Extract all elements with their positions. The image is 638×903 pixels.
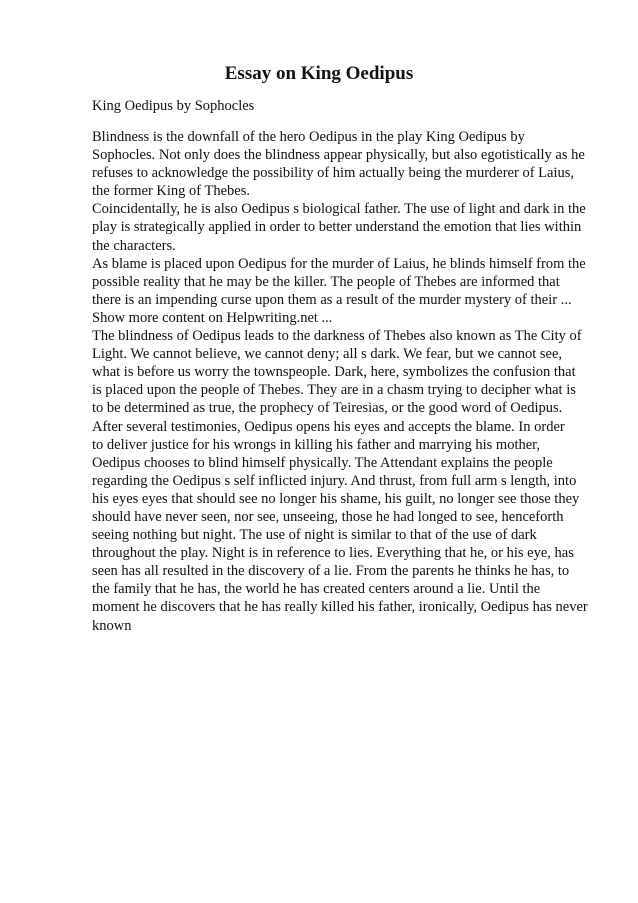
essay-line: seeing nothing but night. The use of night is similar to that of the use of dark [92, 527, 537, 544]
essay-line: what is before us worry the townspeople. Dark, here, symbolizes the confusion that [92, 364, 576, 381]
essay-line: regarding the Oedipus s self inflicted injury. And thrust, from full arm s length, into [92, 472, 577, 489]
essay-line: to be determined as true, the prophecy of Teiresias, or the good word of Oedipus. [92, 400, 563, 417]
essay-line: throughout the play. Night is in reference to lies. Everything that he, or his eye, has [92, 545, 574, 562]
essay-line: As blame is placed upon Oedipus for the murder of Laius, he blinds himself from the [92, 255, 586, 272]
essay-line: Coincidentally, he is also Oedipus s biological father. The use of light and dark in the [92, 201, 586, 218]
essay-line: the characters. [92, 237, 176, 254]
essay-line: seen has all resulted in the discovery of a lie. From the parents he thinks he has, to [92, 563, 570, 580]
essay-line: moment he discovers that he has really killed his father, ironically, Oedipus has never [92, 599, 588, 616]
essay-title: Essay on King Oedipus [224, 63, 414, 84]
essay-line: should have never seen, nor see, unseeing, those he had longed to see, henceforth [92, 508, 564, 525]
essay-line: The blindness of Oedipus leads to the darkness of Thebes also known as The City of [92, 328, 582, 345]
essay-line: refuses to acknowledge the possibility of him actually being the murderer of Laius, [92, 165, 574, 182]
essay-line: the family that he has, the world he has created centers around a lie. Until the [92, 581, 541, 598]
essay-line: Light. We cannot believe, we cannot deny; all s dark. We fear, but we cannot see, [92, 346, 563, 363]
essay-line: the former King of Thebes. [92, 183, 250, 200]
essay-line: play is strategically applied in order to better understand the emotion that lies within [92, 219, 582, 236]
essay-line: known [92, 617, 132, 634]
essay-body [92, 128, 632, 635]
essay-subtitle: King Oedipus by Sophocles [92, 98, 255, 114]
essay-line: possible reality that he may be the killer. The people of Thebes are informed that [92, 273, 560, 290]
essay-line: Blindness is the downfall of the hero Oedipus in the play King Oedipus by [92, 129, 525, 145]
essay-line: Sophocles. Not only does the blindness appear physically, but also egotistically as he [92, 147, 585, 164]
essay-line: After several testimonies, Oedipus opens his eyes and accepts the blame. In order [92, 418, 565, 435]
essay-line: is placed upon the people of Thebes. They are in a chasm trying to decipher what is [92, 382, 576, 399]
essay-line: to deliver justice for his wrongs in killing his father and marrying his mother, [92, 436, 541, 453]
essay-line: Oedipus chooses to blind himself physically. The Attendant explains the people [92, 454, 553, 471]
essay-line: Show more content on Helpwriting.net ... [92, 309, 333, 326]
essay-line: his eyes eyes that should see no longer his shame, his guilt, no longer see those they [92, 490, 580, 507]
essay-line: there is an impending curse upon them as a result of the murder mystery of their ... [92, 291, 572, 308]
